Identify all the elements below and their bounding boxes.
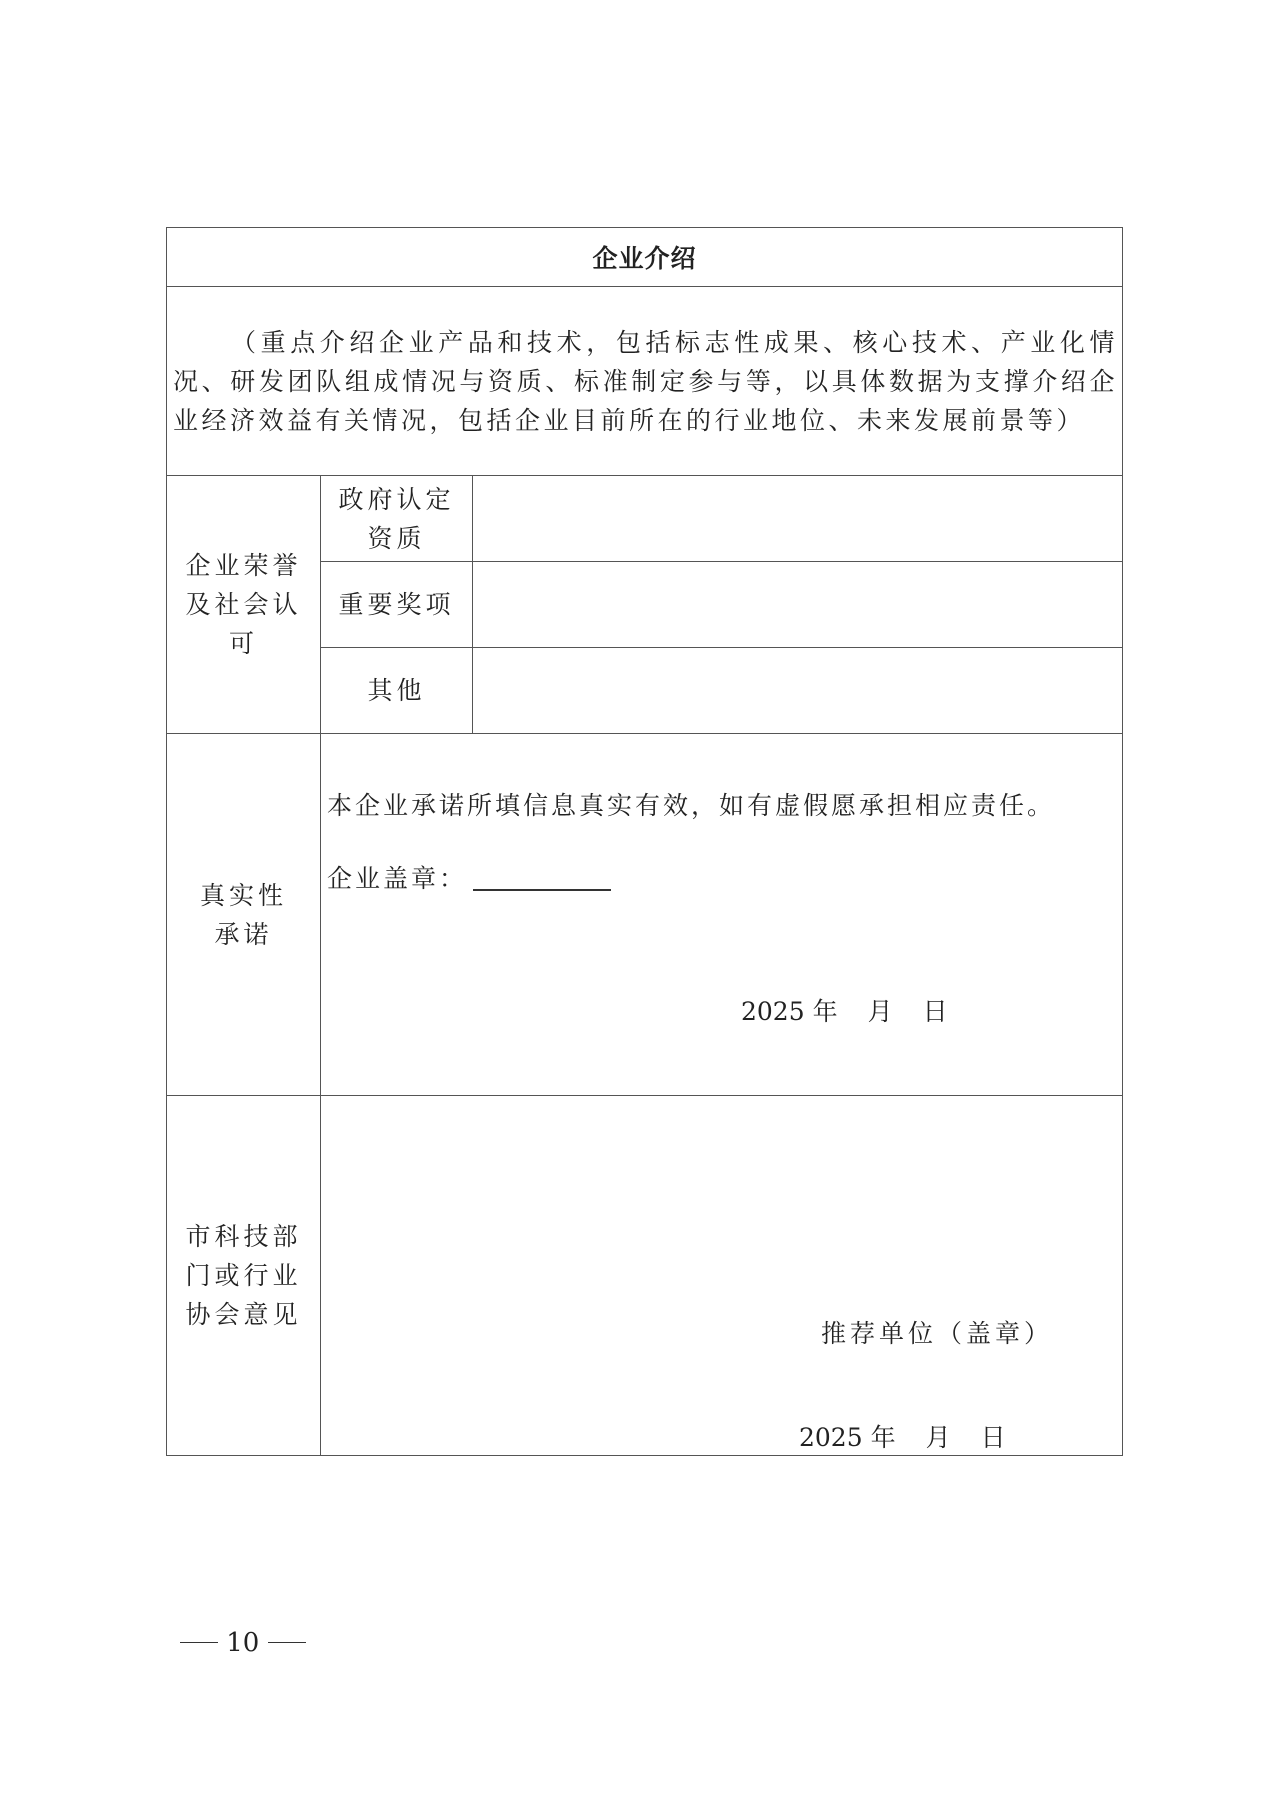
other-label: 其他: [321, 648, 473, 734]
enterprise-form-table: [166, 227, 1123, 1456]
pledge-label: [167, 734, 321, 1096]
qualification-value[interactable]: [473, 476, 1123, 562]
opinion-label-text: 市科技部门或行业协会意见: [185, 1222, 302, 1329]
opinion-date: [799, 1418, 1006, 1454]
awards-label: 重要奖项: [321, 562, 473, 648]
honors-label-text: 企业荣誉及社会认可: [185, 551, 302, 658]
honors-label: [167, 476, 321, 734]
pledge-date-day: 日: [922, 997, 948, 1026]
opinion-label: [167, 1096, 321, 1456]
page-number-right-dash: [268, 1642, 306, 1643]
qualification-label-text: 政府认定资质: [338, 484, 455, 553]
intro-note: （重点介绍企业产品和技术，包括标志性成果、核心技术、产业化情况、研发团队组成情况与资质、标准制定参与等，以具体数据为支撑介绍企业经济效益有关情况，包括企业目前所在的行业地位、未来发展前景等）: [173, 327, 1119, 435]
pledge-cell: [321, 734, 1123, 1096]
pledge-date: [741, 992, 948, 1028]
intro-note-cell[interactable]: [167, 287, 1123, 476]
form-title: 企业介绍: [167, 228, 1123, 287]
other-value[interactable]: [473, 648, 1123, 734]
opinion-date-year: 2025 年: [799, 1423, 896, 1452]
opinion-date-day: 日: [980, 1423, 1006, 1452]
pledge-date-month: 月: [867, 997, 893, 1026]
recommend-unit-label: 推荐单位（盖章）: [821, 1319, 1054, 1348]
page-number-value: 10: [226, 1628, 260, 1658]
opinion-cell[interactable]: [321, 1096, 1123, 1456]
pledge-label-text: 真实性承诺: [199, 880, 287, 949]
awards-value[interactable]: [473, 562, 1123, 648]
pledge-text: 本企业承诺所填信息真实有效，如有虚假愿承担相应责任。: [327, 791, 1056, 820]
company-seal-label: 企业盖章：: [327, 864, 468, 893]
company-seal-line[interactable]: [473, 889, 611, 891]
qualification-label: [321, 476, 473, 562]
page-number-left-dash: [180, 1642, 218, 1643]
pledge-date-year: 2025 年: [741, 997, 838, 1026]
page-number: [180, 1628, 306, 1658]
company-seal-row: [327, 859, 611, 895]
opinion-date-month: 月: [925, 1423, 951, 1452]
